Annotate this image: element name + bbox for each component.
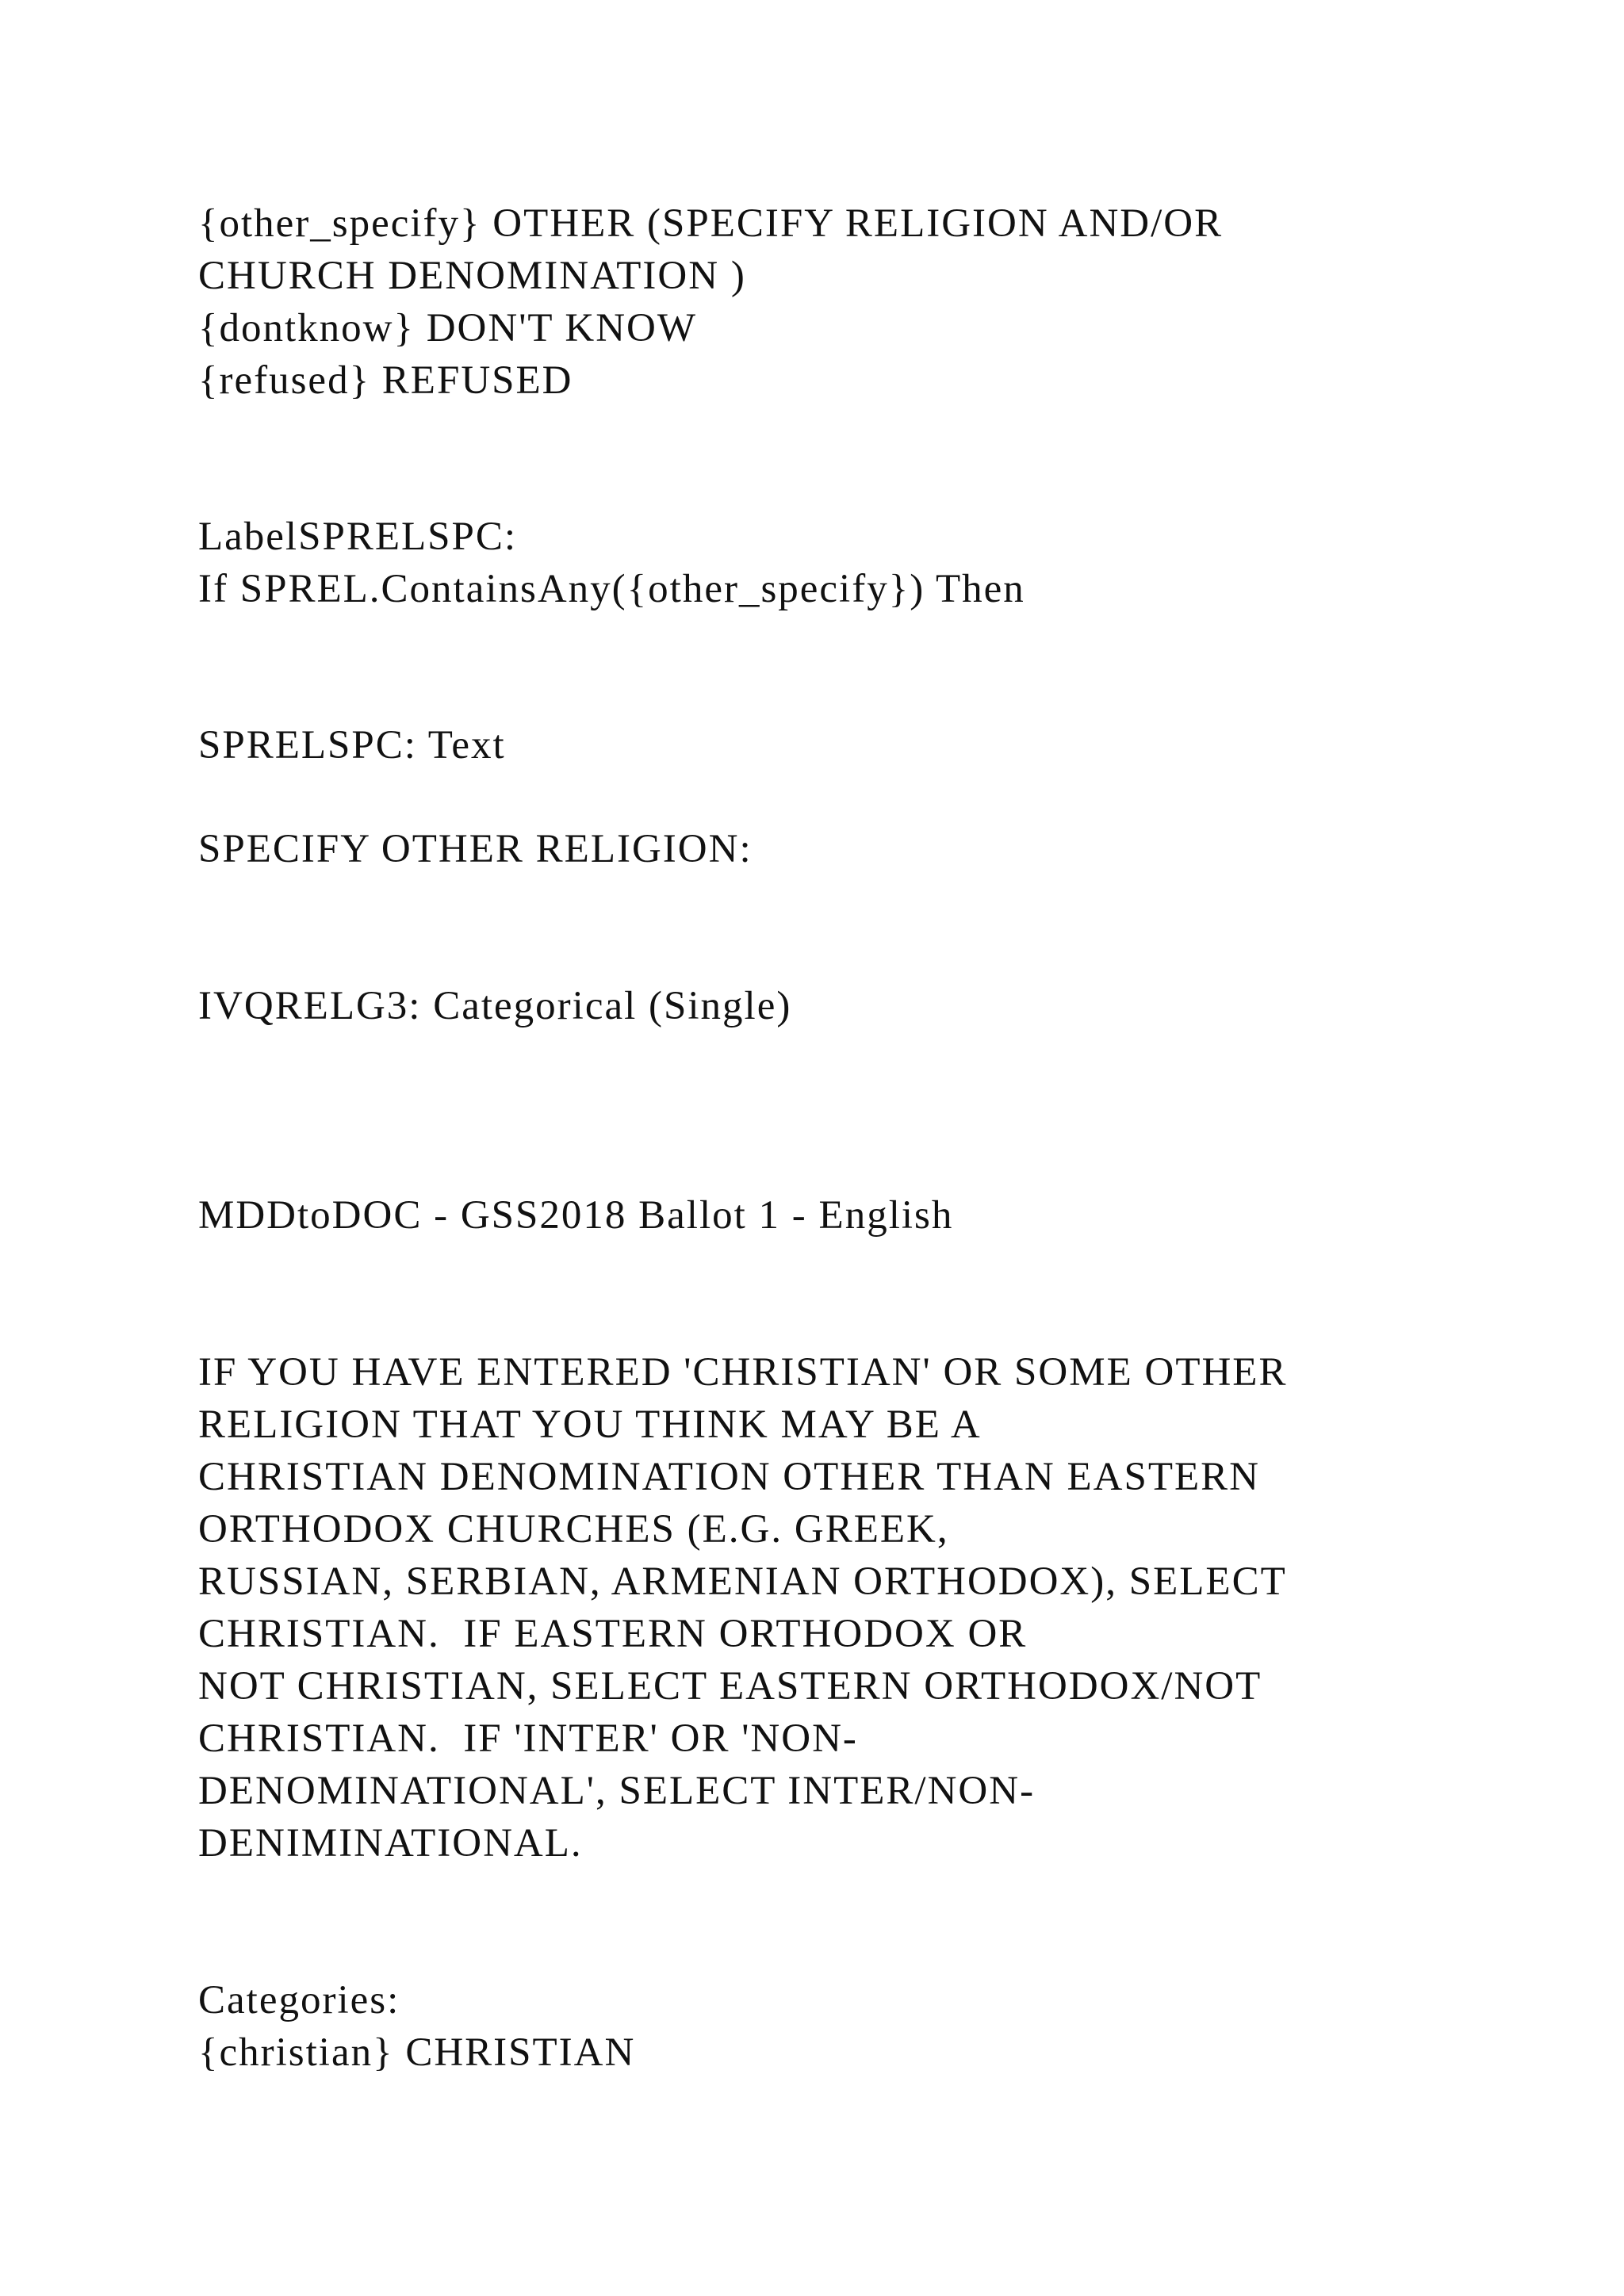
instruction-line: DENOMINATIONAL', SELECT INTER/NON- (198, 1769, 1036, 1813)
category-other-specify-continued: CHURCH DENOMINATION ) (198, 254, 746, 298)
instruction-line: NOT CHRISTIAN, SELECT EASTERN ORTHODOX/NOT (198, 1664, 1262, 1709)
ivqrelg3-definition: IVQRELG3: Categorical (Single) (198, 984, 792, 1028)
instruction-line: CHRISTIAN. IF 'INTER' OR 'NON- (198, 1716, 858, 1761)
label-sprelspc: LabelSPRELSPC: (198, 515, 518, 559)
instruction-line: RUSSIAN, SERBIAN, ARMENIAN ORTHODOX), SELECT (198, 1559, 1287, 1604)
sprelspc-definition: SPRELSPC: Text (198, 723, 506, 767)
instruction-line: CHRISTIAN. IF EASTERN ORTHODOX OR (198, 1612, 1028, 1656)
instruction-line: DENIMINATIONAL. (198, 1821, 583, 1866)
instruction-line: IF YOU HAVE ENTERED 'CHRISTIAN' OR SOME OTHER (198, 1350, 1288, 1395)
instruction-line: RELIGION THAT YOU THINK MAY BE A (198, 1402, 982, 1447)
category-refused: {refused} REFUSED (198, 358, 573, 403)
instruction-line: ORTHODOX CHURCHES (E.G. GREEK, (198, 1507, 949, 1552)
category-dontknow: {dontknow} DON'T KNOW (198, 306, 697, 350)
category-other-specify: {other_specify} OTHER (SPECIFY RELIGION AND/OR (198, 201, 1224, 246)
instruction-line: CHRISTIAN DENOMINATION OTHER THAN EASTERN (198, 1455, 1260, 1499)
condition-sprelspc: If SPREL.ContainsAny({other_specify}) Then (198, 567, 1025, 611)
categories-heading: Categories: (198, 1978, 400, 2022)
category-christian: {christian} CHRISTIAN (198, 2030, 636, 2075)
sprelspc-prompt: SPECIFY OTHER RELIGION: (198, 827, 753, 871)
document-header: MDDtoDOC - GSS2018 Ballot 1 - English (198, 1193, 954, 1238)
